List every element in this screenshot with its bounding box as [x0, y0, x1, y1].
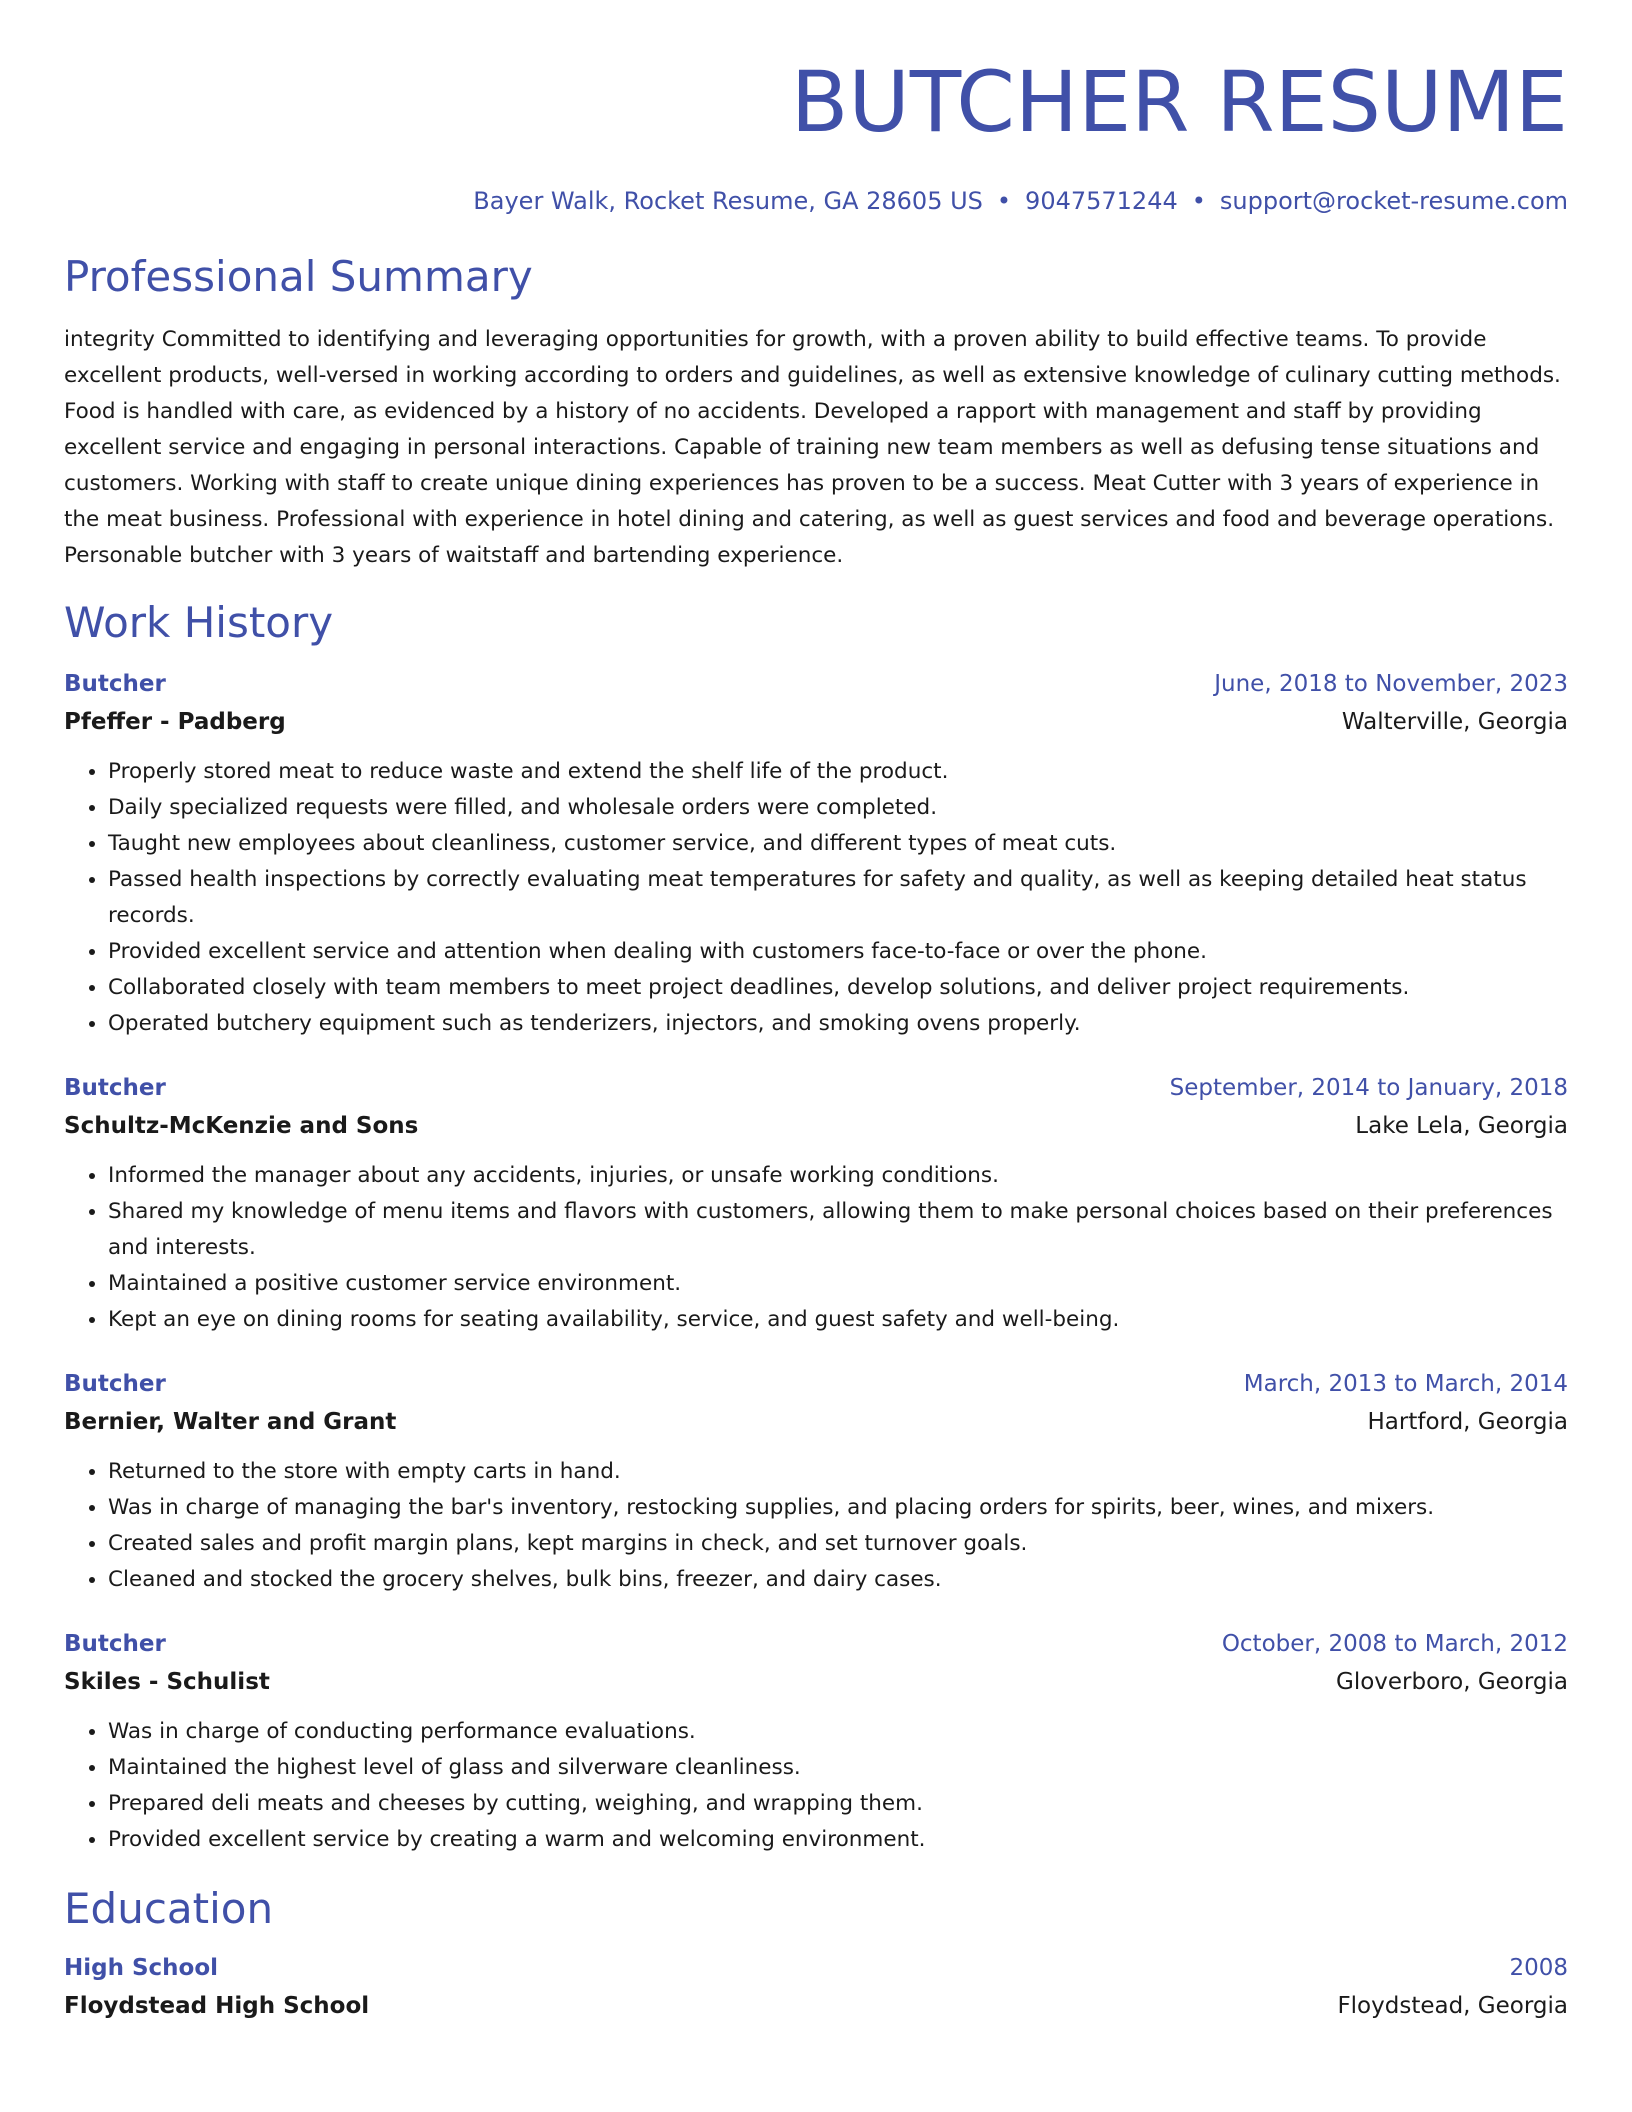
- job-bullet: • Cleaned and stocked the grocery shelves, bulk bins, freezer, and dairy cases.: [108, 1562, 1568, 1598]
- education-entry: [64, 1950, 1568, 2026]
- education-school: Floydstead High School: [64, 1993, 370, 2019]
- job-header-row: [64, 666, 1568, 702]
- contact-line: [64, 186, 1568, 216]
- contact-separator: •: [996, 187, 1012, 215]
- job-bullet: • Operated butchery equipment such as tenderizers, injectors, and smoking ovens properly.: [108, 1006, 1568, 1042]
- job-title: Butcher: [64, 1371, 166, 1397]
- job-company: Pfeffer - Padberg: [64, 709, 286, 735]
- job-company-row: [64, 1106, 1568, 1146]
- resume-header: [64, 52, 1568, 216]
- work-history-list: [64, 666, 1568, 1858]
- summary-heading: Professional Summary: [64, 252, 533, 301]
- job-bullet: • Shared my knowledge of menu items and flavors with customers, allowing them to make personal choices based on their preferences and interests.: [108, 1194, 1568, 1266]
- job-bullet: • Kept an eye on dining rooms for seating availability, service, and guest safety and well-being.: [108, 1302, 1568, 1338]
- job-bullet: • Provided excellent service by creating a warm and welcoming environment.: [108, 1822, 1568, 1858]
- job-bullet: • Properly stored meat to reduce waste and extend the shelf life of the product.: [108, 754, 1568, 790]
- job-company-row: [64, 1662, 1568, 1702]
- job-location: Lake Lela, Georgia: [1355, 1113, 1568, 1139]
- job-location: Hartford, Georgia: [1367, 1409, 1568, 1435]
- education-degree: High School: [64, 1955, 219, 1981]
- job-company: Schultz-McKenzie and Sons: [64, 1113, 419, 1139]
- job-bullet: • Prepared deli meats and cheeses by cutting, weighing, and wrapping them.: [108, 1786, 1568, 1822]
- education-year: 2008: [1509, 1955, 1568, 1981]
- job-bullet: • Maintained a positive customer service environment.: [108, 1266, 1568, 1302]
- job-bullet: • Created sales and profit margin plans, kept margins in check, and set turnover goals.: [108, 1526, 1568, 1562]
- job-bullet: • Was in charge of conducting performance evaluations.: [108, 1714, 1568, 1750]
- job-entry: [64, 1366, 1568, 1598]
- job-title: Butcher: [64, 1075, 166, 1101]
- contact-address: Bayer Walk, Rocket Resume, GA 28605 US: [473, 187, 983, 215]
- education-school-row: [64, 1986, 1568, 2026]
- job-title: Butcher: [64, 671, 166, 697]
- job-bullet: • Daily specialized requests were filled, and wholesale orders were completed.: [108, 790, 1568, 826]
- contact-separator: •: [1191, 187, 1206, 215]
- job-company: Bernier, Walter and Grant: [64, 1409, 397, 1435]
- job-bullets: [64, 1158, 1568, 1338]
- job-dates: March, 2013 to March, 2014: [1243, 1371, 1568, 1397]
- job-header-row: [64, 1366, 1568, 1402]
- job-dates: October, 2008 to March, 2012: [1221, 1631, 1568, 1657]
- job-bullet: • Taught new employees about cleanliness, customer service, and different types of meat cuts.: [108, 826, 1568, 862]
- job-bullet: • Informed the manager about any accidents, injuries, or unsafe working conditions.: [108, 1158, 1568, 1194]
- job-entry: [64, 1070, 1568, 1338]
- job-bullet: • Collaborated closely with team members to meet project deadlines, develop solutions, and deliver project requirements.: [108, 970, 1568, 1006]
- job-dates: September, 2014 to January, 2018: [1169, 1075, 1568, 1101]
- job-bullet: • Was in charge of managing the bar's inventory, restocking supplies, and placing orders for spirits, beer, wines, and mixers.: [108, 1490, 1568, 1526]
- job-company-row: [64, 702, 1568, 742]
- work-history-heading: Work History: [64, 598, 334, 647]
- summary-text: integrity Committed to identifying and leveraging opportunities for growth, with a proven ability to build effective teams. To provide excellent products, well-versed in working according to orders and guidelines, as well as extensive knowledge of culinary cutting methods. Food is handled with care, as evidenced by a history of no accidents. Developed a rapport with management and staff by providing excellent service and engaging in personal interactions. Capable of training new team members as well as defusing tense situations and customers. Working with staff to create unique dining experiences has proven to be a success. Meat Cutter with 3 years of experience in the meat business. Professional with experience in hotel dining and catering, as well as guest services and food and beverage operations. Personable butcher with 3 years of waitstaff and bartending experience.: [64, 327, 1561, 568]
- job-bullets: [64, 754, 1568, 1042]
- job-company-row: [64, 1402, 1568, 1442]
- education-heading: Education: [64, 1884, 274, 1933]
- education-location: Floydstead, Georgia: [1337, 1993, 1568, 2019]
- job-location: Walterville, Georgia: [1341, 709, 1568, 735]
- job-header-row: [64, 1070, 1568, 1106]
- job-location: Gloverboro, Georgia: [1336, 1669, 1568, 1695]
- contact-email: support@rocket-resume.com: [1219, 187, 1568, 215]
- job-header-row: [64, 1626, 1568, 1662]
- job-bullet: • Provided excellent service and attention when dealing with customers face-to-face or over the phone.: [108, 934, 1568, 970]
- job-dates: June, 2018 to November, 2023: [1214, 671, 1568, 697]
- job-bullets: [64, 1454, 1568, 1598]
- education-header-row: [64, 1950, 1568, 1986]
- job-company: Skiles - Schulist: [64, 1669, 270, 1695]
- job-entry: [64, 1626, 1568, 1858]
- job-entry: [64, 666, 1568, 1042]
- job-bullet: • Maintained the highest level of glass and silverware cleanliness.: [108, 1750, 1568, 1786]
- resume-name: BUTCHER RESUME: [790, 53, 1568, 151]
- job-bullet: • Passed health inspections by correctly evaluating meat temperatures for safety and quality, as well as keeping detailed heat status records.: [108, 862, 1568, 934]
- job-title: Butcher: [64, 1631, 166, 1657]
- contact-phone: 9047571244: [1025, 187, 1178, 215]
- job-bullet: • Returned to the store with empty carts in hand.: [108, 1454, 1568, 1490]
- job-bullets: [64, 1714, 1568, 1858]
